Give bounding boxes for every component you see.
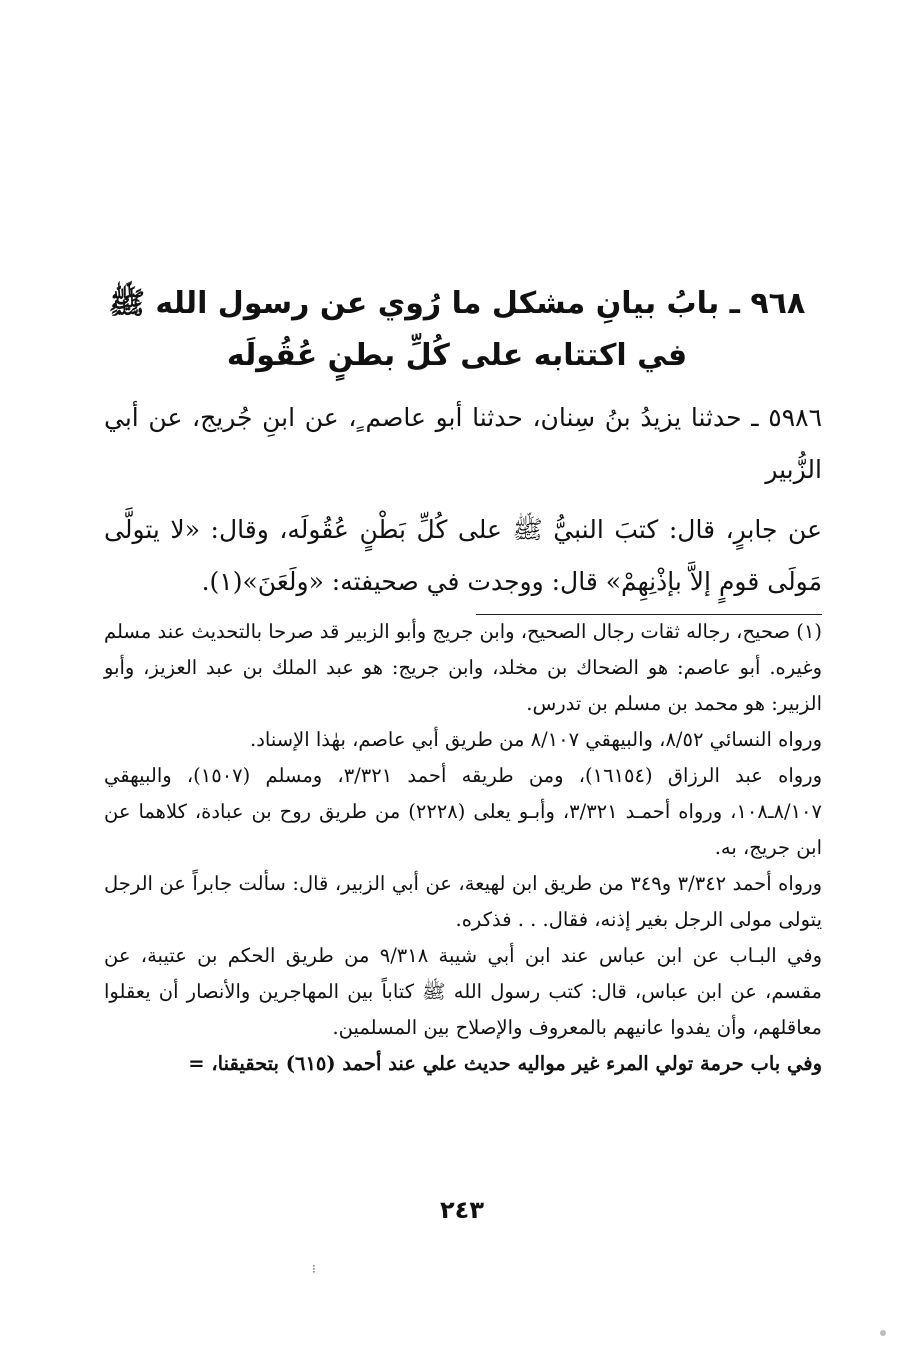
printer-mark: ⁝ [312, 1262, 316, 1276]
footnote-1: (١) صحيح، رجاله ثقات رجال الصحيح، وابن جريج وأبو الزبير قد صرحا بالتحديث عند مسلم وغيره. أبو عاصم: هو الضحاك بن مخلد، وابن جريج: هو عبد الملك بن عبد العزيز، وأبو الزبير: هو محمد بن مسلم بن تدرس. [104, 620, 822, 715]
footnotes-section [104, 614, 822, 1082]
footnote-nasai: ورواه النسائي ٨/٥٢، والبيهقي ٨/١٠٧ من طريق أبي عاصم، بهٰذا الإسناد. [250, 728, 822, 751]
footnote-continuation: وفي باب حرمة تولي المرء غير مواليه حديث علي عند أحمد (٦١٥) بتحقيقنا، = [188, 1052, 822, 1075]
chapter-title-line-1: ٩٦٨ ـ بابُ بيانِ مشكل ما رُوي عن رسول الله ﷺ [108, 286, 806, 321]
footnote-ahmad: ورواه أحمد ٣/٣٤٢ و٣٤٩ من طريق ابن لهيعة، عن أبي الزبير، قال: سألت جابراً عن الرجل يتولى مولى الرجل بغير إذنه، فقال. . . فذكره. [104, 872, 822, 931]
hadith-isnad: ٥٩٨٦ ـ حدثنا يزيدُ بنُ سِنان، حدثنا أبو عاصم ٍ، عن ابنِ جُريج، عن أبي الزُّبير [104, 403, 822, 484]
footnote-abdurrazzaq: ورواه عبد الرزاق (١٦١٥٤)، ومن طريقه أحمد ٣/٣٢١، ومسلم (١٥٠٧)، والبيهقي ٨/١٠٧ـ١٠٨، ورواه أحمـد ٣/٣٢١، وأبـو يعلى (٢٢٢٨) من طريق روح بن عبادة، كلاهما عن ابن جريج، به. [104, 764, 822, 859]
hadith-matn: عن جابرٍ، قال: كتبَ النبيُّ ﷺ على كُلِّ بَطْنٍ عُقُولَه، وقال: «لا يتولَّى مَولَى قومٍ إلاَّ بإذْنِهِمْ» قال: ووجدت في صحيفته: «ولَعَنَ»(١). [104, 515, 822, 596]
page-number: ٢٤٣ [440, 1196, 484, 1224]
chapter-title-line-2: في اكتتابه على كُلِّ بطنٍ عُقُولَه [226, 338, 688, 373]
chapter-heading [90, 278, 824, 382]
corner-dot [880, 1330, 886, 1336]
footnote-ibn-abbas: وفي البـاب عن ابن عباس عند ابن أبي شيبة ٩/٣١٨ من طريق الحكم بن عتيبة، عن مقسم، عن ابن عباس، قال: كتب رسول الله ﷺ كتاباً بين المهاجرين والأنصار أن يعقلوا معاقلهم، وأن يفدوا عانيهم بالمعروف والإصلاح بين المسلمين. [104, 944, 822, 1039]
